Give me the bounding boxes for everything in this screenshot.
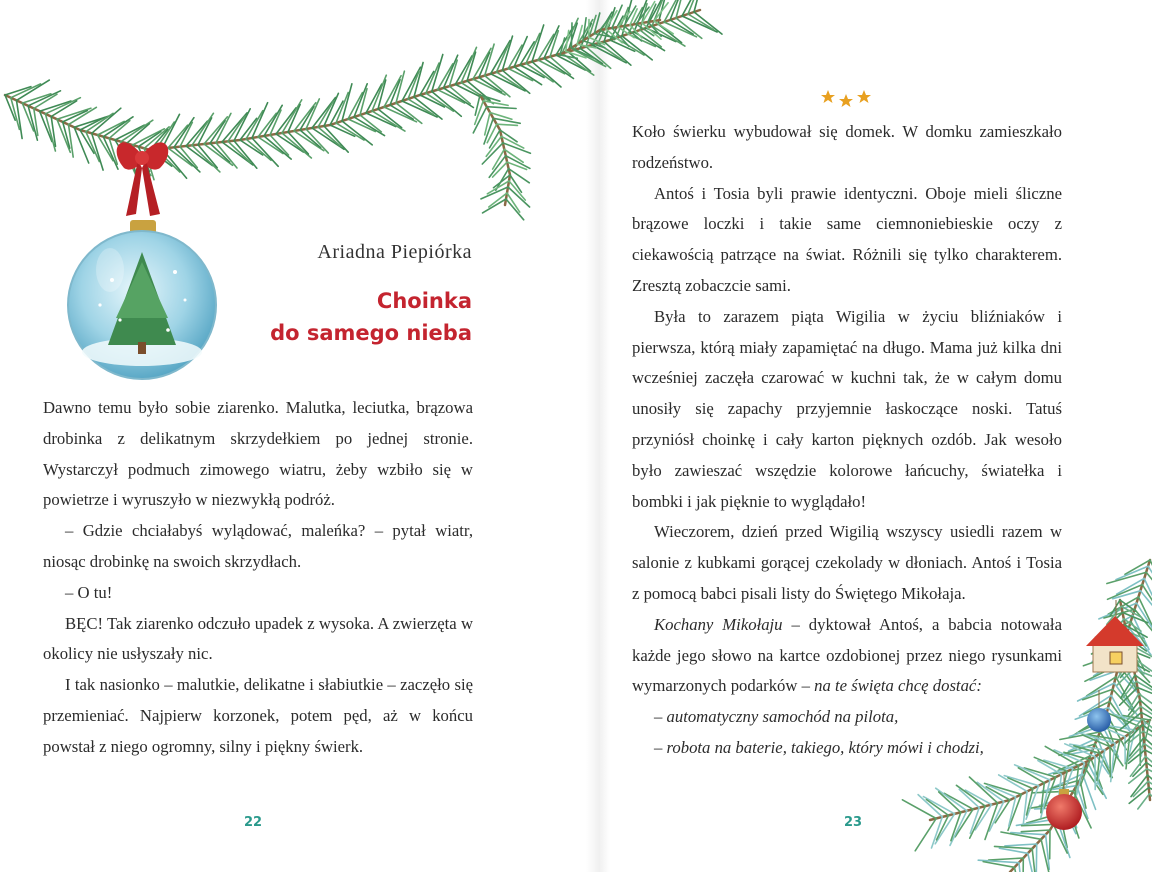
wish-list-item: – automatyczny samochód na pilota, — [654, 707, 899, 727]
page-number-left: 22 — [244, 815, 263, 830]
stars-divider — [820, 88, 874, 108]
paragraph: BĘC! Tak ziarenko odczuło upadek z wysoka. A zwierzęta w okolicy nie usłyszały nic. — [43, 613, 473, 664]
title-line-2: do samego nieba — [270, 321, 472, 345]
paragraph: I tak nasionko – malutkie, delikatne i słabiutkie – zaczęło się przemieniać. Najpierw korzonek, potem pęd, aż w końcu powstał z niego ogromny, silny i piękny świerk. — [43, 675, 473, 756]
right-body-text — [632, 117, 1062, 764]
wish-list-item: – robota na baterie, takiego, który mówi i chodzi, — [654, 737, 984, 757]
author-name: Ariadna Piepiórka — [317, 241, 472, 263]
paragraph: Była to zarazem piąta Wigilia w życiu bliźniaków i pierwsza, którą miały zapamiętać na długo. Mama już kilka dni wcześniej zaczęła czarować w kuchni tak, że w całym domu unosiły się zapachy przyjemnie łaskoczące noski. Tatuś przyniósł choinkę i cały karton pięknych ozdób. Jak wesoło było zawieszać wszędzie kolorowe łańcuchy, światełka i bombki i jak pięknie to wyglądało! — [632, 306, 1062, 511]
story-title — [240, 285, 472, 349]
star-icon — [821, 90, 835, 103]
left-body-text — [43, 393, 473, 763]
letter-request: na te święta chcę dostać: — [814, 676, 982, 696]
paragraph: Koło świerku wybudował się domek. W domku zamieszkało rodzeństwo. — [632, 122, 1062, 172]
letter-paragraph — [632, 610, 1062, 702]
title-line-1: Choinka — [376, 289, 472, 313]
star-icon — [839, 94, 853, 107]
letter-narration: – dyktował Antoś, a babcia notowała każde jego słowo na kartce ozdobionej przez niego rysunkami wymarzonych podarków – — [632, 614, 1062, 696]
page-gutter — [586, 0, 610, 872]
paragraph: – O tu! — [65, 582, 113, 602]
paragraph: Wieczorem, dzień przed Wigilią wszyscy usiedli razem w salonie z kubkami gorącej czekolady w dłoniach. Antoś i Tosia z pomocą babci pisali listy do Świętego Mikołaja. — [632, 522, 1062, 603]
star-icon — [857, 90, 871, 103]
paragraph: – Gdzie chciałabyś wylądować, maleńka? – pytał wiatr, niosąc drobinkę na swoich skrzydłach. — [43, 521, 473, 571]
paragraph: Antoś i Tosia byli prawie identyczni. Oboje mieli śliczne brązowe loczki i takie same ciemnoniebieskie oczy z ciekawością patrzące na świat. Różnili się tylko charakterem. Zresztą zobaczcie sami. — [632, 183, 1062, 295]
paragraph: Dawno temu było sobie ziarenko. Malutka, leciutka, brązowa drobinka z delikatnym skrzydełkiem po jednej stronie. Wystarczył podmuch zimowego wiatru, żeby wzbiło się w powietrze i wyruszyło w niezwykłą podróż. — [43, 398, 473, 510]
letter-salutation: Kochany Mikołaju — [654, 614, 783, 634]
page-number-right: 23 — [844, 815, 863, 830]
